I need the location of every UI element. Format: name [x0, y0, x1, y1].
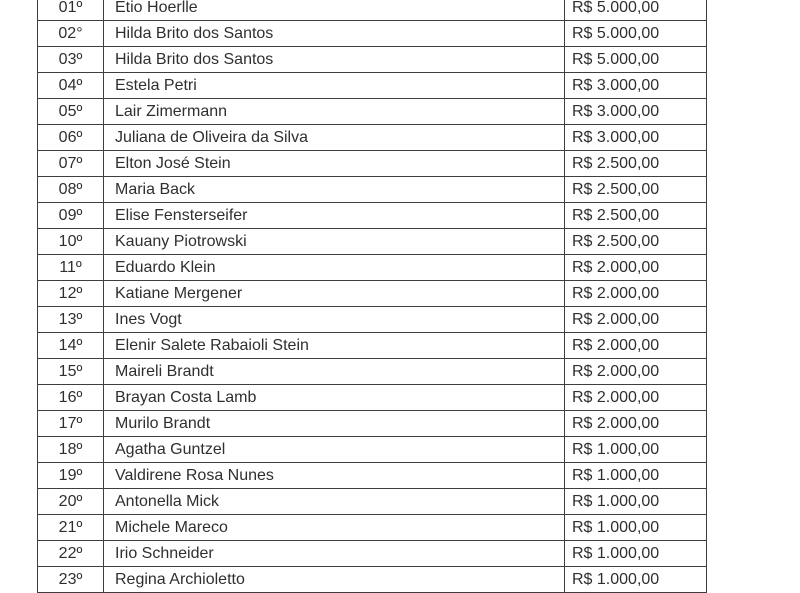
table-row [38, 151, 706, 177]
prize-cell: R$ 3.000,00 [572, 128, 660, 146]
name-cell: Agatha Guntzel [104, 437, 565, 462]
name-cell: Michele Mareco [104, 515, 565, 540]
prize-cell: R$ 1.000,00 [572, 440, 660, 458]
prize-table [37, 0, 707, 593]
prize-cell: R$ 2.000,00 [572, 388, 660, 406]
table-row [38, 47, 706, 73]
rank-cell: 21º [38, 515, 104, 540]
rank-cell: 20º [38, 489, 104, 514]
prize-cell: R$ 2.500,00 [572, 154, 660, 172]
rank-cell: 18º [38, 437, 104, 462]
rank-cell: 23º [38, 567, 104, 592]
name-cell: Regina Archioletto [104, 567, 565, 592]
name-cell: Brayan Costa Lamb [104, 385, 565, 410]
table-row [38, 255, 706, 281]
table-row [38, 333, 706, 359]
prize-cell: R$ 2.000,00 [572, 414, 660, 432]
rank-cell: 13º [38, 307, 104, 332]
prize-cell: R$ 5.000,00 [572, 50, 660, 68]
name-cell: Maireli Brandt [104, 359, 565, 384]
name-cell: Ines Vogt [104, 307, 565, 332]
name-cell: Irio Schneider [104, 541, 565, 566]
prize-cell: R$ 1.000,00 [572, 570, 660, 588]
table-row [38, 359, 706, 385]
table-row [38, 541, 706, 567]
name-cell: Etio Hoerlle [104, 0, 565, 20]
name-cell: Katiane Mergener [104, 281, 565, 306]
prize-cell: R$ 2.000,00 [572, 336, 660, 354]
rank-cell: 14º [38, 333, 104, 358]
table-row [38, 411, 706, 437]
prize-cell: R$ 3.000,00 [572, 102, 660, 120]
rank-cell: 10º [38, 229, 104, 254]
name-cell: Juliana de Oliveira da Silva [104, 125, 565, 150]
prize-cell: R$ 2.000,00 [572, 362, 660, 380]
rank-cell: 03º [38, 47, 104, 72]
rank-cell: 02° [38, 21, 104, 46]
prize-cell: R$ 2.000,00 [572, 310, 660, 328]
prize-cell: R$ 2.500,00 [572, 180, 660, 198]
table-row [38, 307, 706, 333]
name-cell: Eduardo Klein [104, 255, 565, 280]
rank-cell: 05º [38, 99, 104, 124]
prize-cell: R$ 1.000,00 [572, 466, 660, 484]
table-row [38, 515, 706, 541]
prize-cell: R$ 5.000,00 [572, 24, 660, 42]
table-row [38, 177, 706, 203]
rank-cell: 09º [38, 203, 104, 228]
rank-cell: 04º [38, 73, 104, 98]
name-cell: Maria Back [104, 177, 565, 202]
rank-cell: 08º [38, 177, 104, 202]
table-row [38, 125, 706, 151]
rank-cell: 06º [38, 125, 104, 150]
prize-cell: R$ 2.000,00 [572, 258, 660, 276]
prize-cell: R$ 3.000,00 [572, 76, 660, 94]
prize-cell: R$ 1.000,00 [572, 492, 660, 510]
rank-cell: 01º [38, 0, 104, 20]
name-cell: Elise Fensterseifer [104, 203, 565, 228]
table-row [38, 229, 706, 255]
prize-cell: R$ 2.000,00 [572, 284, 660, 302]
name-cell: Hilda Brito dos Santos [104, 47, 565, 72]
table-row [38, 385, 706, 411]
name-cell: Estela Petri [104, 73, 565, 98]
name-cell: Hilda Brito dos Santos [104, 21, 565, 46]
table-row [38, 437, 706, 463]
table-row [38, 99, 706, 125]
table-row [38, 489, 706, 515]
prize-cell: R$ 1.000,00 [572, 518, 660, 536]
table-row [38, 463, 706, 489]
prize-cell: R$ 1.000,00 [572, 544, 660, 562]
rank-cell: 11º [38, 255, 104, 280]
prize-cell: R$ 2.500,00 [572, 206, 660, 224]
name-cell: Elenir Salete Rabaioli Stein [104, 333, 565, 358]
name-cell: Valdirene Rosa Nunes [104, 463, 565, 488]
prize-cell: R$ 5.000,00 [572, 0, 660, 16]
table-row [38, 73, 706, 99]
name-cell: Murilo Brandt [104, 411, 565, 436]
table-row [38, 567, 706, 593]
rank-cell: 16º [38, 385, 104, 410]
name-cell: Lair Zimermann [104, 99, 565, 124]
table-row [38, 203, 706, 229]
prize-cell: R$ 2.500,00 [572, 232, 660, 250]
table-row [38, 281, 706, 307]
name-cell: Antonella Mick [104, 489, 565, 514]
name-cell: Kauany Piotrowski [104, 229, 565, 254]
table-row [38, 21, 706, 47]
table-row [38, 0, 706, 21]
rank-cell: 12º [38, 281, 104, 306]
rank-cell: 19º [38, 463, 104, 488]
rank-cell: 22º [38, 541, 104, 566]
rank-cell: 15º [38, 359, 104, 384]
rank-cell: 07º [38, 151, 104, 176]
name-cell: Elton José Stein [104, 151, 565, 176]
rank-cell: 17º [38, 411, 104, 436]
